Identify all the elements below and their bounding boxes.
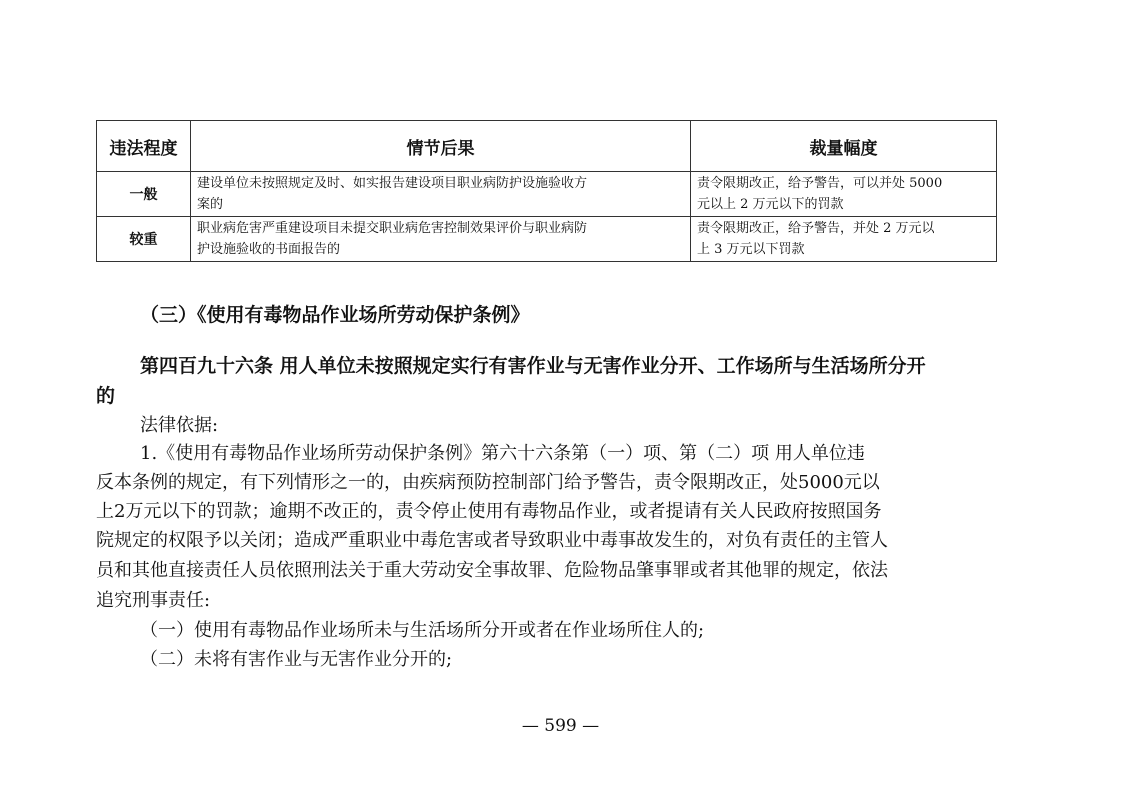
row-level: 一般 [97, 172, 191, 217]
body-line: 员和其他直接责任人员依照刑法关于重大劳动安全事故罪、危险物品肇事罪或者其他罪的规定，依法 [96, 560, 888, 581]
row-circumstance: 建设单位未按照规定及时、如实报告建设项目职业病防护设施验收方 案的 [191, 172, 691, 217]
legal-basis-label: 法律依据: [140, 415, 219, 436]
row-penalty: 责令限期改正，给予警告，可以并处 5000 元以上 2 万元以下的罚款 [691, 172, 997, 217]
header-circumstance: 情节后果 [191, 121, 691, 172]
section-title: （三）《使用有毒物品作业场所劳动保护条例》 [140, 304, 530, 326]
page-number: — 599 — [521, 716, 600, 736]
header-penalty: 裁量幅度 [691, 121, 997, 172]
table-header-row [97, 121, 997, 172]
list-item: （二）未将有害作业与无害作业分开的; [140, 649, 453, 670]
article-title-cont: 的 [96, 385, 116, 407]
body-line: 1.《使用有毒物品作业场所劳动保护条例》第六十六条第（一）项、第（二）项 用人单位违 [140, 443, 865, 464]
list-item: （一）使用有毒物品作业场所未与生活场所分开或者在作业场所住人的; [140, 620, 705, 641]
body-line: 追究刑事责任: [96, 590, 211, 611]
header-level: 违法程度 [97, 121, 191, 172]
row-level: 较重 [97, 217, 191, 262]
body-line: 反本条例的规定，有下列情形之一的，由疾病预防控制部门给予警告，责令限期改正，处5000元以 [96, 472, 880, 493]
row-circumstance: 职业病危害严重建设项目未提交职业病危害控制效果评价与职业病防 护设施验收的书面报告的 [191, 217, 691, 262]
table-row [97, 217, 997, 262]
body-line: 院规定的权限予以关闭；造成严重职业中毒危害或者导致职业中毒事故发生的，对负有责任的主管人 [96, 530, 888, 551]
article-title: 第四百九十六条 用人单位未按照规定实行有害作业与无害作业分开、工作场所与生活场所分开 [140, 355, 926, 377]
row-penalty: 责令限期改正，给予警告，并处 2 万元以 上 3 万元以下罚款 [691, 217, 997, 262]
body-line: 上2万元以下的罚款；逾期不改正的，责令停止使用有毒物品作业，或者提请有关人民政府按照国务 [96, 501, 882, 522]
penalty-table [96, 120, 997, 262]
table-row [97, 172, 997, 217]
